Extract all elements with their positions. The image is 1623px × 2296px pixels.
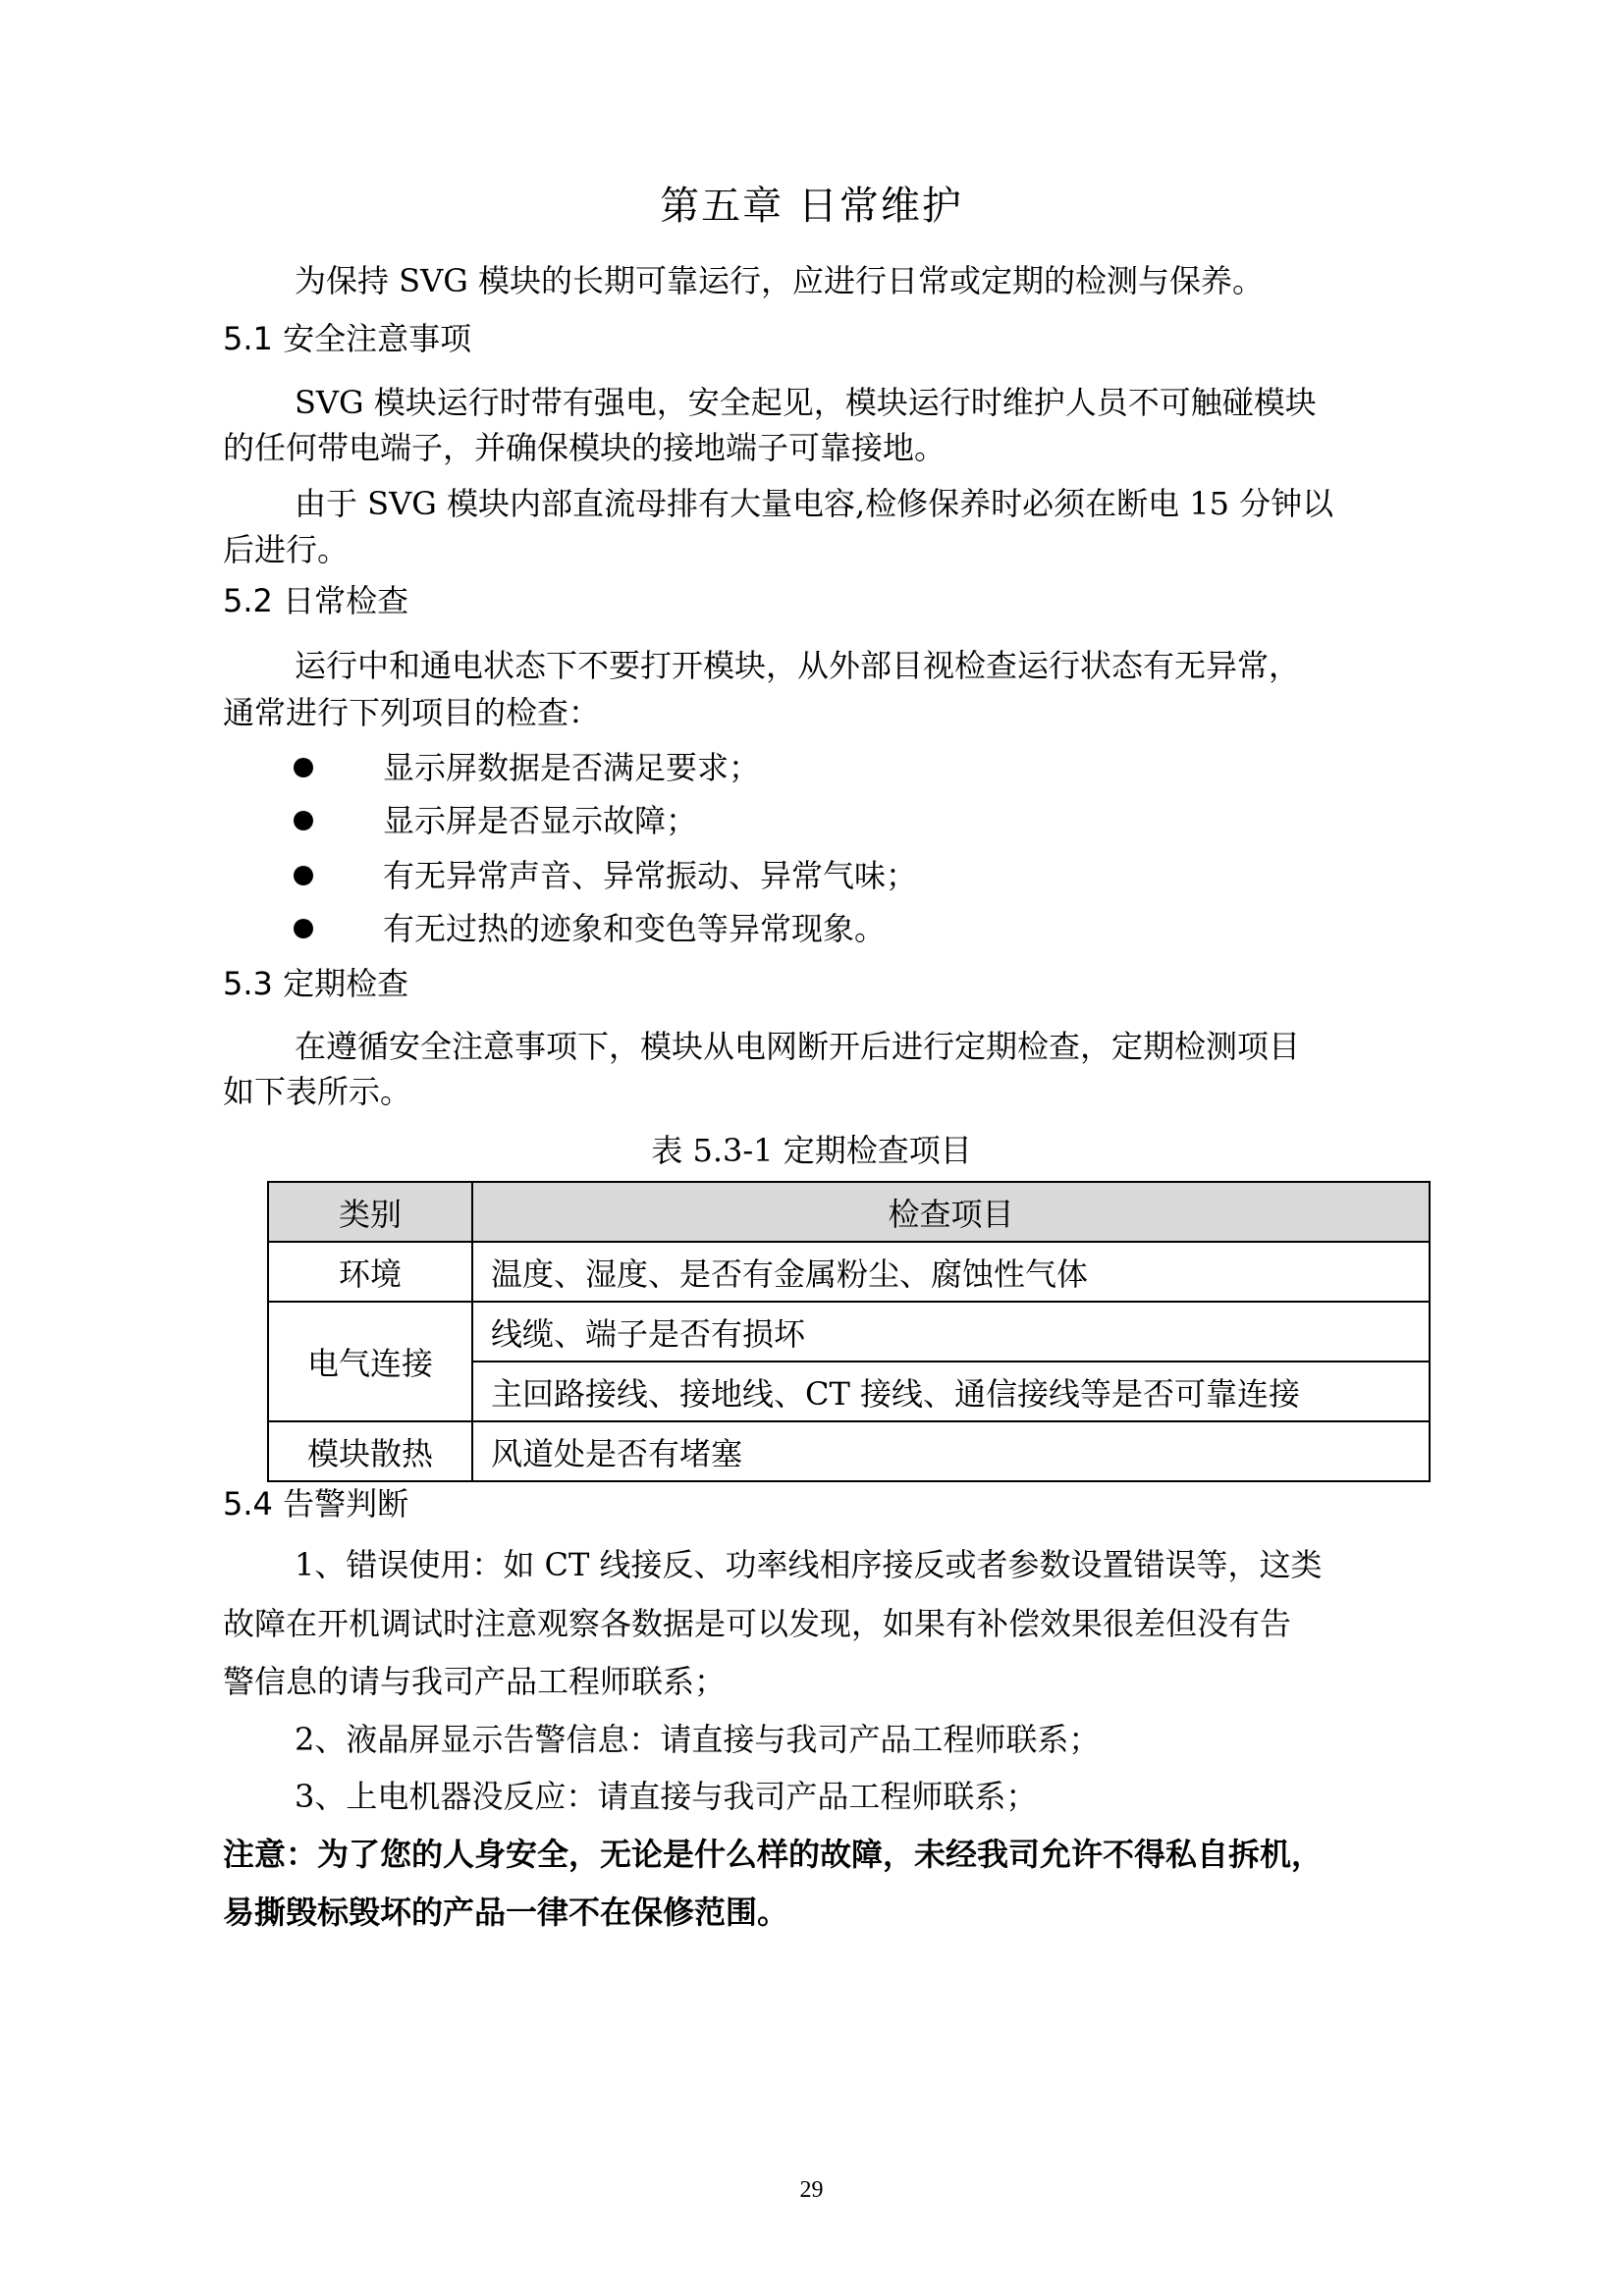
s51-paragraph-1-line-1: SVG 模块运行时带有强电，安全起见，模块运行时维护人员不可触碰模块 bbox=[295, 384, 1317, 421]
s54-paragraph-1-line-2: 故障在开机调试时注意观察各数据是可以发现，如果有补偿效果很差但没有告 bbox=[223, 1605, 1292, 1642]
s52-paragraph-line-2: 通常进行下列项目的检查： bbox=[223, 694, 601, 731]
s53-paragraph-line-1: 在遵循安全注意事项下，模块从电网断开后进行定期检查，定期检测项目 bbox=[295, 1028, 1301, 1065]
inspection-table bbox=[267, 1181, 1431, 1482]
bullet-item: 显示屏是否显示故障； bbox=[383, 802, 698, 839]
table-row bbox=[268, 1302, 1430, 1362]
section-5-3-heading: 5.3 定期检查 bbox=[223, 965, 409, 1002]
s51-paragraph-2-line-1: 由于 SVG 模块内部直流母排有大量电容,检修保养时必须在断电 15 分钟以 bbox=[295, 485, 1334, 522]
category-cell: 模块散热 bbox=[268, 1421, 472, 1481]
s53-paragraph-line-2: 如下表所示。 bbox=[223, 1073, 412, 1110]
bullet-dot-icon bbox=[294, 866, 313, 885]
chapter-title: 第五章 日常维护 bbox=[660, 184, 963, 229]
table-caption: 表 5.3-1 定期检查项目 bbox=[651, 1132, 972, 1169]
table-header-row bbox=[268, 1182, 1430, 1242]
safety-note-line-2: 易撕毁标毁坏的产品一律不在保修范围。 bbox=[223, 1894, 789, 1931]
item-cell: 温度、湿度、是否有金属粉尘、腐蚀性气体 bbox=[472, 1242, 1430, 1302]
section-5-1-heading: 5.1 安全注意事项 bbox=[223, 320, 472, 357]
category-cell: 电气连接 bbox=[268, 1302, 472, 1421]
section-5-2-heading: 5.2 日常检查 bbox=[223, 582, 409, 619]
category-cell: 环境 bbox=[268, 1242, 472, 1302]
bullet-item: 显示屏数据是否满足要求； bbox=[383, 749, 761, 786]
bullet-item: 有无过热的迹象和变色等异常现象。 bbox=[383, 910, 887, 947]
safety-note-line-1: 注意：为了您的人身安全，无论是什么样的故障，未经我司允许不得私自拆机， bbox=[223, 1836, 1324, 1873]
header-items: 检查项目 bbox=[472, 1182, 1430, 1242]
bullet-item: 有无异常声音、异常振动、异常气味； bbox=[383, 857, 918, 894]
s54-paragraph-3: 3、上电机器没反应：请直接与我司产品工程师联系； bbox=[295, 1778, 1038, 1815]
s54-paragraph-1-line-1: 1、错误使用：如 CT 线接反、功率线相序接反或者参数设置错误等，这类 bbox=[295, 1546, 1323, 1583]
s51-paragraph-2-line-2: 后进行。 bbox=[223, 531, 350, 568]
page-number: 29 bbox=[799, 2177, 824, 2203]
s54-paragraph-2: 2、液晶屏显示告警信息：请直接与我司产品工程师联系； bbox=[295, 1721, 1101, 1758]
section-5-4-heading: 5.4 告警判断 bbox=[223, 1485, 409, 1522]
bullet-dot-icon bbox=[294, 758, 313, 777]
item-cell: 主回路接线、接地线、CT 接线、通信接线等是否可靠连接 bbox=[472, 1362, 1430, 1421]
item-cell: 线缆、端子是否有损坏 bbox=[472, 1302, 1430, 1362]
bullet-dot-icon bbox=[294, 919, 313, 938]
s51-paragraph-1-line-2: 的任何带电端子，并确保模块的接地端子可靠接地。 bbox=[223, 429, 947, 466]
table-row bbox=[268, 1421, 1430, 1481]
bullet-dot-icon bbox=[294, 811, 313, 830]
header-category: 类别 bbox=[268, 1182, 472, 1242]
item-cell: 风道处是否有堵塞 bbox=[472, 1421, 1430, 1481]
s52-paragraph-line-1: 运行中和通电状态下不要打开模块，从外部目视检查运行状态有无异常， bbox=[295, 647, 1301, 684]
table-row bbox=[268, 1242, 1430, 1302]
s54-paragraph-1-line-3: 警信息的请与我司产品工程师联系； bbox=[223, 1663, 727, 1700]
intro-paragraph: 为保持 SVG 模块的长期可靠运行，应进行日常或定期的检测与保养。 bbox=[295, 262, 1264, 299]
